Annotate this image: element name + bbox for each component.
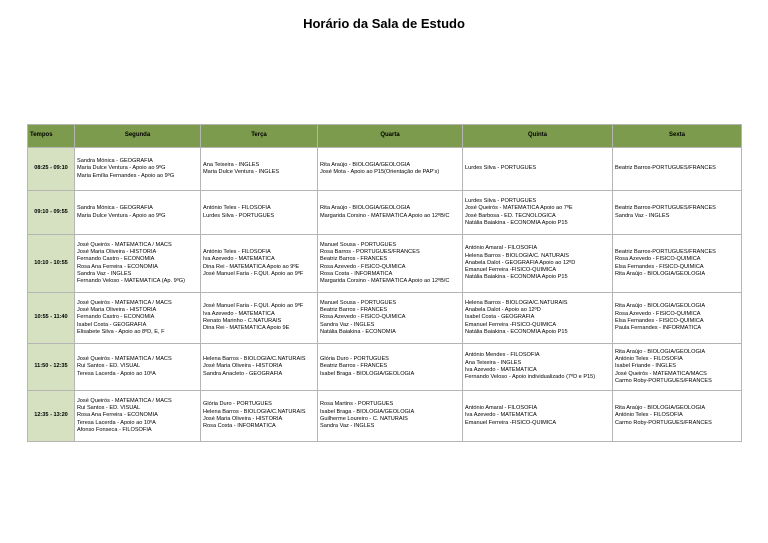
time-slot: 10:55 - 11:40 <box>28 293 75 344</box>
teacher-entry: Manuel Sousa - PORTUGUÊS <box>320 241 397 248</box>
teacher-entry: Glória Duro - PORTUGUÊS <box>320 356 389 363</box>
page-title: Horário da Sala de Estudo <box>303 16 465 31</box>
teacher-entry: Sandra Mónica - GEOGRAFIA <box>77 158 153 165</box>
time-slot: 09:10 - 09:55 <box>28 191 75 235</box>
teacher-entry: Dina Rei - MATEMÁTICA Apoio 9E <box>203 325 290 332</box>
teacher-entry: Sandra Vaz - INGLÊS <box>615 212 670 219</box>
table-row <box>28 344 742 391</box>
teacher-entry: Lurdes Silva - PORTUGUÊS <box>465 165 537 172</box>
teacher-entry: Rita Araújo - BIOLOGIA/GEOLOGIA <box>320 205 411 212</box>
teacher-entry: Natália Baiakina - ECONOMIA Apoio P15 <box>465 219 568 226</box>
teacher-entry: José Manuel Faria - F.QUÍ. Apoio ao 9ºF <box>203 303 304 310</box>
teacher-entry: Rosa Azevedo - FÍSICO-QUÍMICA <box>615 310 701 317</box>
cell-terca <box>201 148 318 191</box>
teacher-entry: Lurdes Silva - PORTUGUÊS <box>203 212 275 219</box>
teacher-entry: Rita Araújo - BIOLOGIA/GEOLOGIA <box>320 161 411 168</box>
teacher-entry: José Manuel Faria - F.QUI. Apoio ao 9ºF <box>203 270 304 277</box>
teacher-entry: Rosa Costa - INFORMÁTICA <box>203 423 276 430</box>
teacher-entry: Glória Duro - PORTUGUÊS <box>203 401 272 408</box>
teacher-entry: Emanuel Ferreira -FÍSICO-QUÍMICA <box>465 419 557 426</box>
cell-terca <box>201 344 318 391</box>
teacher-entry: Fernando Veloso - Apoio individualizado (7ºD e P15) <box>465 374 596 381</box>
cell-quinta <box>463 391 613 442</box>
table-row <box>28 235 742 293</box>
teacher-entry: José Queirós - MATEMÁTICA Apoio ao 7ºE <box>465 205 573 212</box>
teacher-entry: Teresa Lacerda - Apoio ao 10ºA <box>77 419 156 426</box>
header-row <box>28 125 742 148</box>
teacher-entry: Fernando Castro - ECONOMIA <box>77 314 155 321</box>
cell-quinta <box>463 344 613 391</box>
teacher-entry: Beatriz Barros - FRANCÊS <box>320 307 388 314</box>
teacher-entry: Rita Araújo - BIOLOGIA/GEOLOGIA <box>615 348 706 355</box>
cell-segunda <box>75 344 201 391</box>
cell-terca <box>201 235 318 293</box>
teacher-entry: Iva Azevedo - MATEMÁTICA <box>203 256 275 263</box>
teacher-entry: Paula Fernandes - INFORMÁTICA <box>615 325 702 332</box>
cell-quinta <box>463 293 613 344</box>
cell-sexta <box>613 235 742 293</box>
teacher-entry: António Amaral - FILOSOFIA <box>465 405 538 412</box>
column-header-quinta: Quinta <box>463 125 613 148</box>
time-slot: 12:35 - 13:20 <box>28 391 75 442</box>
teacher-entry: António Teles - FILOSOFIA <box>203 248 271 255</box>
cell-segunda <box>75 293 201 344</box>
teacher-entry: Sandra Mónica - GEOGRAFIA <box>77 205 153 212</box>
teacher-entry: Rosa Costa - INFORMATICA <box>320 270 393 277</box>
teacher-entry: José Maria Oliveira - HISTÓRIA <box>77 248 157 255</box>
teacher-entry: Manuel Sousa - PORTUGUÊS <box>320 299 397 306</box>
teacher-entry: Iva Azevedo - MATEMÁTICA <box>203 310 275 317</box>
teacher-entry: António Teles - FILOSOFIA <box>615 356 683 363</box>
teacher-entry: Helena Barros - BIOLOGIA/C. NATURAIS <box>465 252 570 259</box>
column-header-sexta: Sexta <box>613 125 742 148</box>
teacher-entry: José Queirós - MATEMÁTICA / MACS <box>77 356 172 363</box>
teacher-entry: Beatriz Barros-PORTUGUÊS/FRANCÊS <box>615 165 716 172</box>
teacher-entry: Dina Rei - MATEMÁTICA Apoio ao 9ºE <box>203 263 300 270</box>
schedule-body <box>28 148 742 442</box>
teacher-entry: José Queirós - MATEMÁTICA/MACS <box>615 370 707 377</box>
teacher-entry: Lurdes Silva - PORTUGUÊS <box>465 197 537 204</box>
time-slot: 10:10 - 10:55 <box>28 235 75 293</box>
cell-segunda <box>75 191 201 235</box>
teacher-entry: Helena Barros - BIOLOGIA/C.NATURAIS <box>203 356 306 363</box>
teacher-entry: Rosa Barros - PORTUGUÊS/FRANCÊS <box>320 248 420 255</box>
teacher-entry: Beatriz Barros-PORTUGUÊS/FRANCÊS <box>615 205 716 212</box>
teacher-entry: Maria Dulce Ventura - INGLÊS <box>203 169 280 175</box>
teacher-entry: Elsa Fernandes - FÍSICO-QUÍMICA <box>615 263 704 270</box>
time-slot: 11:50 - 12:35 <box>28 344 75 391</box>
column-header-quarta: Quarta <box>318 125 463 148</box>
teacher-entry: José Queirós - MATEMÁTICA / MACS <box>77 299 172 306</box>
cell-quarta <box>318 391 463 442</box>
teacher-entry: Maria Emília Fernandes - Apoio ao 9ºG <box>77 172 175 179</box>
teacher-entry: Anabela Dalot - Apoio ao 12ºD <box>465 307 541 314</box>
cell-quarta <box>318 235 463 293</box>
cell-sexta <box>613 344 742 391</box>
teacher-entry: Margarida Corsino - MATEMÁTICA Apoio ao 12ºB/C <box>320 278 450 285</box>
teacher-entry: Maria Dulce Ventura - Apoio ao 9ºG <box>77 165 166 172</box>
teacher-entry: Sandra Anacleto - GEOGRAFIA <box>203 370 283 377</box>
teacher-entry: José Mota - Apoio ao P15(Orientação de PAP's) <box>320 169 440 175</box>
teacher-entry: António Amaral - FILOSOFIA <box>465 245 538 252</box>
teacher-entry: José Barbosa - ED. TECNOLÓGICA <box>465 212 556 219</box>
cell-quarta <box>318 148 463 191</box>
teacher-entry: José Queirós - MATEMÁTICA / MACS <box>77 397 172 404</box>
teacher-entry: Rosa Azevedo - FÍSICO-QUÍMICA <box>320 314 406 321</box>
teacher-entry: Isabel Braga - BIOLOGIA/GEOLOGIA <box>320 370 415 377</box>
teacher-entry: Rosa Ana Ferreira - ECONOMIA <box>77 263 158 270</box>
schedule-table <box>27 124 742 442</box>
teacher-entry: Guilherme Loureiro - C. NATURAIS <box>320 416 408 422</box>
teacher-entry: José Maria Oliveira - HISTÓRIA <box>203 363 283 370</box>
column-header-tempos: Tempos <box>28 125 75 148</box>
teacher-entry: José Queirós - MATEMÁTICA / MACS <box>77 241 172 248</box>
teacher-entry: Fernando Castro - ECONOMIA <box>77 256 155 263</box>
teacher-entry: José Maria Oliveira - HISTÓRIA <box>77 307 157 314</box>
teacher-entry: Rosa Ana Ferreira - ECONOMIA <box>77 412 158 419</box>
teacher-entry: Emanuel Ferreira -FÍSICO-QUÍMICA <box>465 321 557 328</box>
teacher-entry: Anabela Dalot - GEOGRAFIA Apoio ao 12ºD <box>465 259 576 266</box>
teacher-entry: Isabel Braga - BIOLOGIA/GEOLOGIA <box>320 408 415 415</box>
teacher-entry: Rita Araújo - BIOLOGIA/GEOLOGIA <box>615 303 706 310</box>
teacher-entry: Rosa Azevedo - FÍSICO-QUÍMICA <box>615 256 701 263</box>
cell-segunda <box>75 148 201 191</box>
teacher-entry: Carmo Roby-PORTUGUÊS/FRANCÊS <box>615 419 712 426</box>
teacher-entry: Ana Teixeira - INGLÊS <box>203 161 260 168</box>
cell-quinta <box>463 191 613 235</box>
cell-quarta <box>318 344 463 391</box>
cell-sexta <box>613 191 742 235</box>
teacher-entry: Isabel Costa - GEOGRAFIA <box>77 321 147 328</box>
teacher-entry: Helena Barros - BIOLOGIA/C.NATURAIS <box>203 408 306 415</box>
teacher-entry: Rosa Azevedo - FÍSICO-QUÍMICA <box>320 263 406 270</box>
teacher-entry: Rita Araújo - BIOLOGIA/GEOLOGIA <box>615 405 706 412</box>
teacher-entry: Elisabete Silva - Apoio ao 8ºD, E, F <box>77 328 165 335</box>
teacher-entry: António Teles - FILOSOFIA <box>615 412 683 419</box>
table-row <box>28 391 742 442</box>
cell-terca <box>201 191 318 235</box>
cell-quinta <box>463 148 613 191</box>
teacher-entry: Beatriz Barros-PORTUGUÊS/FRANCÊS <box>615 248 716 255</box>
teacher-entry: Ana Teixeira - INGLÊS <box>465 359 522 366</box>
teacher-entry: Renato Marinho - C.NATURAIS <box>203 318 282 324</box>
table-row <box>28 191 742 235</box>
table-row <box>28 148 742 191</box>
teacher-entry: Margarida Corsino - MATEMÁTICA Apoio ao 12ºB/C <box>320 212 450 219</box>
teacher-entry: Natália Baiakina - ECONOMIA Apoio P15 <box>465 274 568 281</box>
teacher-entry: Rui Santos - ED. VISUAL <box>77 405 141 412</box>
cell-sexta <box>613 391 742 442</box>
cell-quinta <box>463 235 613 293</box>
teacher-entry: Rui Santos - ED. VISUAL <box>77 363 141 370</box>
column-header-segunda: Segunda <box>75 125 201 148</box>
teacher-entry: Isabel Costa - GEOGRAFIA <box>465 314 535 321</box>
teacher-entry: Emanuel Ferreira -FÍSICO-QUÍMICA <box>465 267 557 274</box>
teacher-entry: Afonso Fonseca - FILOSOFIA <box>77 426 152 433</box>
teacher-entry: Beatriz Barros - FRANCÊS <box>320 256 388 263</box>
teacher-entry: Beatriz Barros - FRANCÊS <box>320 363 388 370</box>
cell-quarta <box>318 191 463 235</box>
teacher-entry: Carmo Roby-PORTUGUÊS/FRANCÊS <box>615 377 712 384</box>
teacher-entry: Natália Baiakina - ECONOMIA Apoio P15 <box>465 328 568 335</box>
cell-segunda <box>75 391 201 442</box>
time-slot: 08:25 - 09:10 <box>28 148 75 191</box>
cell-sexta <box>613 148 742 191</box>
column-header-terca: Terça <box>201 125 318 148</box>
teacher-entry: Isabel Friande - INGLÊS <box>615 363 676 370</box>
teacher-entry: Natália Baiakina - ECONOMIA <box>320 328 396 335</box>
teacher-entry: Sandra Vaz - INGLÊS <box>320 423 375 430</box>
teacher-entry: Fernando Veloso - MATEMÁTICA (Ap. 9ºG) <box>77 278 185 285</box>
teacher-entry: António Mendes - FILOSOFIA <box>465 352 540 359</box>
teacher-entry: Helena Barros - BIOLOGIA/C.NATURAIS <box>465 299 568 306</box>
teacher-entry: Iva Azevedo - MATEMÁTICA <box>465 412 537 419</box>
cell-terca <box>201 293 318 344</box>
teacher-entry: Elsa Fernandes - FÍSICO-QUÍMICA <box>615 318 704 324</box>
teacher-entry: Iva Azevedo - MATEMÁTICA <box>465 367 537 373</box>
teacher-entry: Sandra Vaz - INGLÊS <box>320 321 375 328</box>
table-row <box>28 293 742 344</box>
cell-segunda <box>75 235 201 293</box>
teacher-entry: Rita Araújo - BIOLOGIA/GEOLOGIA <box>615 270 706 277</box>
cell-sexta <box>613 293 742 344</box>
teacher-entry: Maria Dulce Ventura - Apoio ao 9ºG <box>77 212 166 219</box>
teacher-entry: Sandra Vaz - INGLÊS <box>77 270 132 277</box>
teacher-entry: José Maria Oliveira - HISTÓRIA <box>203 416 283 422</box>
teacher-entry: Teresa Lacerda - Apoio ao 10ºA <box>77 370 156 377</box>
teacher-entry: Rosa Martins - PORTUGUÊS <box>320 401 394 408</box>
cell-quarta <box>318 293 463 344</box>
cell-terca <box>201 391 318 442</box>
teacher-entry: António Teles - FILOSOFIA <box>203 205 271 212</box>
